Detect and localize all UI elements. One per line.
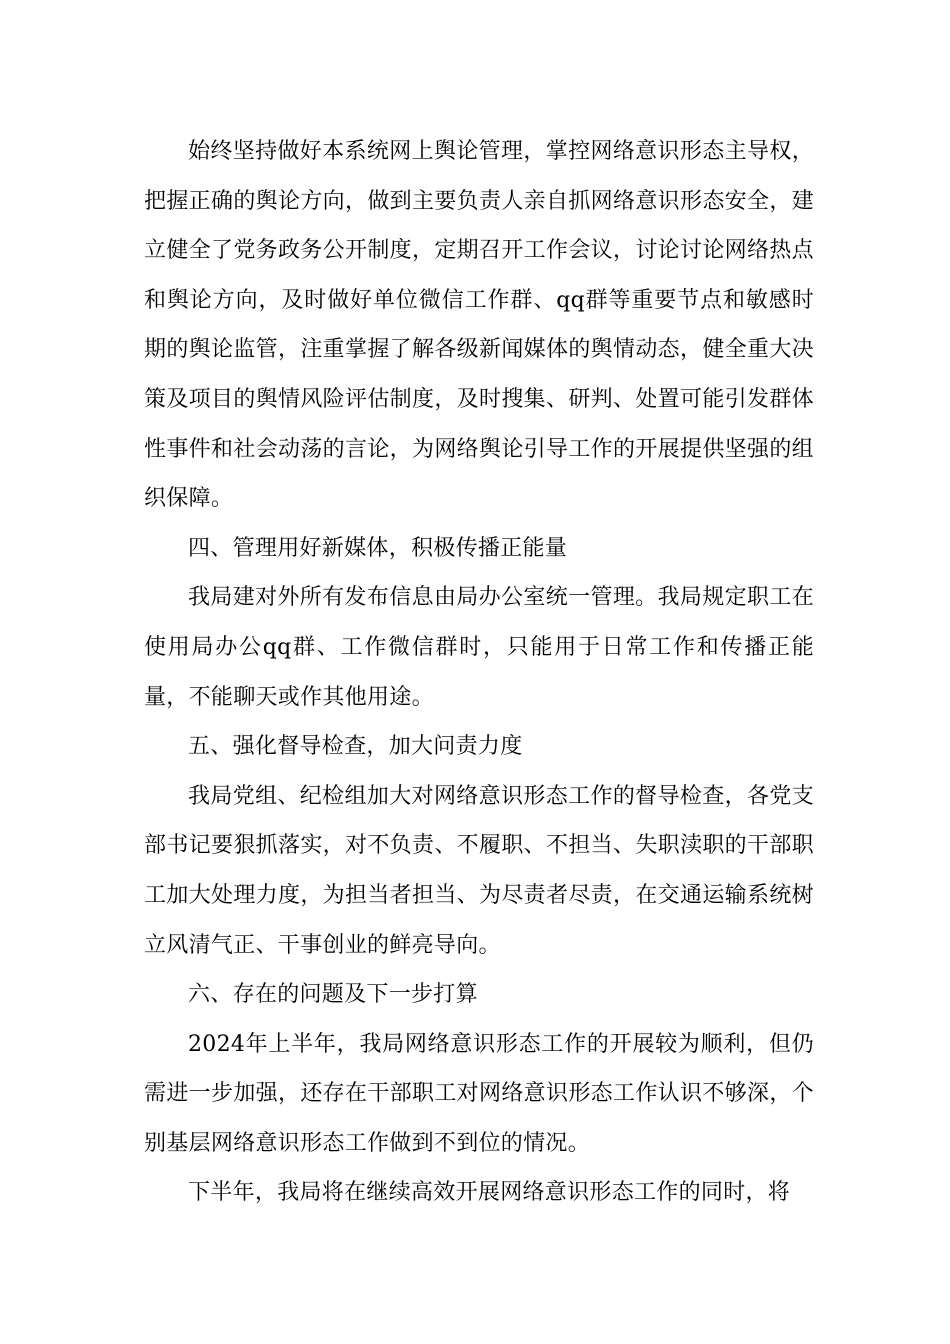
section-heading-supervision: 五、强化督导检查，加大问责力度 (188, 734, 523, 760)
paragraph-first-half-summary: 2024年上半年，我局网络意识形态工作的开展较为顺利，但仍需进一步加强，还存在干部职工对网络意识形态工作认识不够深，个别基层网络意识形态工作做到不到位的情况。 (144, 1031, 814, 1156)
paragraph-public-opinion-management: 始终坚持做好本系统网上舆论管理，掌控网络意识形态主导权，把握正确的舆论方向，做到主要负责人亲自抓网络意识形态安全，建立健全了党务政务公开制度，定期召开工作会议，讨论讨论网络热点和舆论方向，及时做好单位微信工作群、qq群等重要节点和敏感时期的舆论监管，注重掌握了解各级新闻媒体的舆情动态，健全重大决策及项目的舆情风险评估制度，及时搜集、研判、处置可能引发群体性事件和社会动荡的言论，为网络舆论引导工作的开展提供坚强的组织保障。 (144, 139, 814, 512)
section-heading-problems-plans: 六、存在的问题及下一步打算 (188, 982, 478, 1008)
section-heading-new-media: 四、管理用好新媒体，积极传播正能量 (188, 535, 568, 561)
paragraph-second-half-plan: 下半年，我局将在继续高效开展网络意识形态工作的同时，将 (188, 1180, 791, 1206)
paragraph-new-media-rules: 我局建对外所有发布信息由局办公室统一管理。我局规定职工在使用局办公qq群、工作微信群时，只能用于日常工作和传播正能量，不能聊天或作其他用途。 (144, 585, 814, 710)
document-body (144, 127, 814, 1218)
paragraph-supervision-details: 我局党组、纪检组加大对网络意识形态工作的督导检查，各党支部书记要狠抓落实，对不负责、不履职、不担当、失职渎职的干部职工加大处理力度，为担当者担当、为尽责者尽责，在交通运输系统树立风清气正、干事创业的鲜亮导向。 (144, 783, 814, 958)
